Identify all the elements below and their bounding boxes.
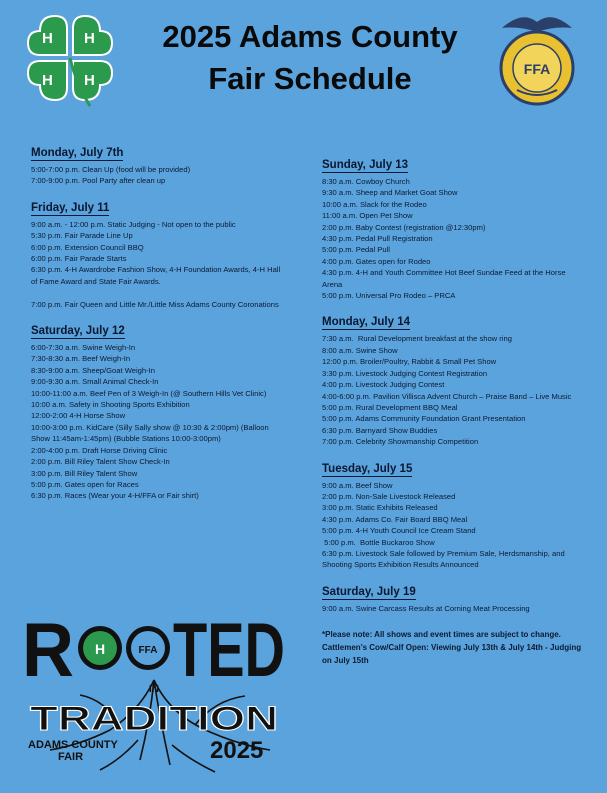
schedule-event: 9:00 a.m. Swine Carcass Results at Corning Meat Processing bbox=[322, 603, 530, 613]
schedule-event: 5:00 p.m. Gates open for Races bbox=[31, 479, 139, 489]
schedule-event: 5:00 p.m. Pedal Pull bbox=[322, 245, 390, 255]
schedule-event: 5:00-7:00 p.m. Clean Up (food will be provided) bbox=[31, 165, 191, 174]
schedule-event: 4:00 p.m. Livestock Judging Contest bbox=[322, 380, 445, 390]
schedule-event: 5:00 p.m. Universal Pro Rodeo – PRCA bbox=[322, 291, 456, 301]
ffa-emblem-icon bbox=[492, 8, 582, 110]
logo-fair: FAIR bbox=[58, 751, 84, 763]
logo-word-ted: TED bbox=[173, 608, 285, 693]
schedule-event: 5:00 p.m. Bottle Buckaroo Show bbox=[322, 537, 435, 547]
schedule-event: 4:00-6:00 p.m. Pavilion Villisca Advent Church – Praise Band – Live Music bbox=[322, 391, 572, 401]
logo-year: 2025 bbox=[210, 737, 264, 764]
schedule-event: 5:00 p.m. Adams Community Foundation Grant Presentation bbox=[322, 414, 526, 424]
schedule-event: 5:00 p.m. Rural Development BBQ Meal bbox=[322, 402, 458, 412]
schedule-event: 9:30 a.m. Sheep and Market Goat Show bbox=[322, 188, 458, 198]
logo-word-r: R bbox=[22, 608, 74, 693]
left-schedule-column bbox=[31, 146, 286, 516]
day-section bbox=[322, 585, 582, 614]
schedule-event: 10:00-3:00 p.m. KidCare (Silly Sally show @ 10:30 & 2:00pm) (Balloon Show 11:45am-1:45pm) (Bubble Stations 10:00-3:00pm) bbox=[31, 422, 271, 444]
day-heading: Monday, July 14 bbox=[322, 316, 410, 329]
svg-text:H: H bbox=[84, 72, 95, 89]
title-line-2: Fair Schedule bbox=[208, 61, 412, 96]
day-heading: Saturday, July 19 bbox=[322, 585, 416, 598]
logo-word-in: IN bbox=[149, 684, 159, 695]
schedule-event: 6:30 p.m. Races (Wear your 4-H/FFA or Fair shirt) bbox=[31, 491, 199, 501]
day-heading: Sunday, July 13 bbox=[322, 159, 409, 171]
schedule-event: 8:00 a.m. Swine Show bbox=[322, 345, 398, 355]
schedule-event: 2:00-4:00 p.m. Draft Horse Driving Clinic bbox=[31, 445, 168, 455]
day-section bbox=[322, 158, 582, 301]
rooted-in-tradition-logo bbox=[20, 600, 288, 785]
schedule-event: 6:00 p.m. Extension Council BBQ bbox=[31, 242, 144, 252]
schedule-note: *Please note: All shows and event times are subject to change. Cattlemen’s Cow/Calf Open: Viewing July 13th & July 14th - Judging on July 15th bbox=[322, 630, 582, 666]
schedule-event: 7:00 p.m. Fair Queen and Little Mr./Little Miss Adams County Coronations bbox=[31, 299, 279, 309]
schedule-event: 12:00 p.m. Broiler/Poultry, Rabbit & Small Pet Show bbox=[322, 357, 497, 367]
day-heading: Saturday, July 12 bbox=[31, 325, 125, 338]
schedule-event: 3:30 p.m. Livestock Judging Contest Registration bbox=[322, 368, 488, 378]
day-section bbox=[31, 146, 286, 187]
day-section bbox=[322, 462, 582, 571]
schedule-event: 3:00 p.m. Static Exhibits Released bbox=[322, 503, 438, 513]
day-section bbox=[31, 201, 286, 310]
schedule-event: 8:30 a.m. Cowboy Church bbox=[322, 177, 410, 186]
schedule-event: 2:00 p.m. Non-Sale Livestock Released bbox=[322, 491, 456, 501]
schedule-event: 4:00 p.m. Gates open for Rodeo bbox=[322, 256, 431, 266]
schedule-event: 2:00 p.m. Baby Contest (registration @12:30pm) bbox=[322, 222, 486, 232]
svg-text:H: H bbox=[42, 72, 53, 89]
schedule-event: 7:00 p.m. Celebrity Showmanship Competition bbox=[322, 437, 479, 447]
schedule-event: 12:00-2:00 4-H Horse Show bbox=[31, 411, 126, 421]
schedule-event: 9:00-9:30 a.m. Small Animal Check-In bbox=[31, 377, 159, 387]
day-section bbox=[322, 315, 582, 447]
schedule-event: 10:00 a.m. Slack for the Rodeo bbox=[322, 199, 427, 209]
schedule-event: 9:00 a.m. - 12:00 p.m. Static Judging - Not open to the public bbox=[31, 219, 236, 229]
schedule-event: 11:00 a.m. Open Pet Show bbox=[322, 211, 413, 221]
schedule-event: 6:30 p.m. 4-H Awardrobe Fashion Show, 4-H Foundation Awards, 4-H Hall of Fame Award and State Fair Awards. bbox=[31, 265, 283, 286]
schedule-event: 6:00 p.m. Fair Parade Starts bbox=[31, 254, 127, 264]
day-heading: Tuesday, July 15 bbox=[322, 462, 413, 475]
schedule-event: 5:30 p.m. Fair Parade Line Up bbox=[31, 231, 133, 241]
svg-text:H: H bbox=[42, 30, 53, 47]
schedule-event: 2:00 p.m. Bill Riley Talent Show Check-In bbox=[31, 457, 170, 467]
schedule-event: 4:30 p.m. 4-H and Youth Committee Hot Beef Sundae Feed at the Horse Arena bbox=[322, 268, 568, 289]
page-title bbox=[130, 16, 490, 100]
schedule-event: 10:00-11:00 a.m. Beef Pen of 3 Weigh-In (@ Southern Hills Vet Clinic) bbox=[31, 388, 267, 398]
schedule-event: 7:30 a.m. Rural Development breakfast at the show ring bbox=[322, 334, 512, 344]
schedule-event: 9:00 a.m. Beef Show bbox=[322, 480, 393, 490]
svg-text:FFA: FFA bbox=[138, 645, 158, 656]
schedule-event: 6:00-7:30 a.m. Swine Weigh-In bbox=[31, 343, 136, 353]
schedule-event: 4:30 p.m. Adams Co. Fair Board BBQ Meal bbox=[322, 514, 468, 524]
schedule-event: 3:00 p.m. Bill Riley Talent Show bbox=[31, 468, 138, 478]
schedule-event: 8:30-9:00 a.m. Sheep/Goat Weigh-In bbox=[31, 365, 155, 375]
day-heading: Friday, July 11 bbox=[31, 201, 110, 214]
schedule-event: 10:00 a.m. Safety in Shooting Sports Exhibition bbox=[31, 400, 190, 410]
schedule-event: 7:00-9:00 p.m. Pool Party after clean up bbox=[31, 176, 166, 186]
svg-text:H: H bbox=[94, 641, 106, 657]
schedule-event: 7:30-8:30 a.m. Beef Weigh-In bbox=[31, 354, 131, 364]
4h-clover-icon bbox=[20, 8, 120, 108]
day-heading: Monday, July 7th bbox=[31, 147, 124, 159]
schedule-event: 6:30 p.m. Livestock Sale followed by Premium Sale, Herdsmanship, and Shooting Sports Exhibition Results Announced bbox=[322, 548, 567, 570]
schedule-event: 4:30 p.m. Pedal Pull Registration bbox=[322, 234, 433, 244]
logo-adams-county: ADAMS COUNTY bbox=[28, 739, 118, 751]
logo-word-tradition: TRADITION bbox=[30, 700, 278, 738]
svg-text:FFA: FFA bbox=[523, 61, 551, 77]
schedule-event: 6:30 p.m. Barnyard Show Buddies bbox=[322, 425, 438, 435]
right-schedule-column bbox=[322, 158, 582, 667]
svg-text:H: H bbox=[84, 30, 95, 47]
day-section bbox=[31, 324, 286, 502]
schedule-event bbox=[31, 287, 286, 298]
title-line-1: 2025 Adams County bbox=[162, 19, 458, 54]
schedule-event: 5:00 p.m. 4-H Youth Council Ice Cream Stand bbox=[322, 526, 476, 536]
